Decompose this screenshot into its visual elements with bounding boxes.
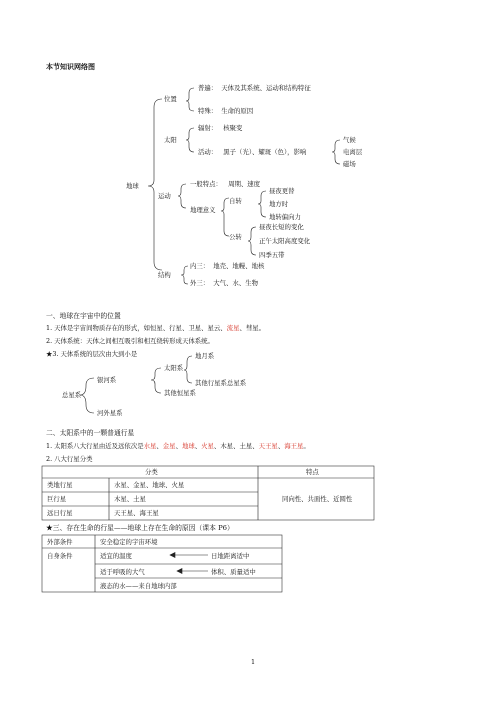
section1-heading: 一、地球在宇宙中的位置: [46, 312, 121, 320]
node-motion-general: 一般特点： 周期、速度: [190, 180, 261, 188]
table-list-terrestrial: 水星、金星、地球、火星: [114, 481, 185, 489]
node-outer: 外三： 大气、水、生物: [190, 279, 258, 287]
effect-ionosphere: 电离层: [343, 148, 363, 156]
table-list-outer: 天王星、海王星: [114, 509, 159, 517]
life-air: 适于呼吸的大气: [100, 568, 145, 576]
life-temp-reason: 日地距离适中: [211, 552, 250, 560]
node-inner: 内三： 地壳、地幔、地核: [190, 262, 265, 270]
table-cat-giant: 巨行星: [47, 495, 67, 503]
table-cat-outer: 远日行星: [47, 509, 73, 517]
life-air-reason: 体积、质量适中: [211, 568, 256, 576]
effect-climate: 气候: [343, 136, 356, 144]
node-position: 位置: [164, 95, 177, 103]
node-geo-meaning: 地理意义: [190, 206, 216, 214]
life-water: 液态的水——来自地球内部: [100, 582, 177, 590]
life-external-text: 安全稳定的宇宙环境: [100, 538, 158, 546]
section1-line2: 2. 天体系统：天体之间相互吸引和相互绕转形成天体系统。: [46, 337, 214, 345]
section2-heading: 二、太阳系中的一颗普通行星: [46, 429, 135, 437]
sys-other-planet: 其他行星系总星系: [195, 379, 247, 387]
sys-extragalactic: 河外星系: [97, 409, 123, 417]
node-sun: 太阳: [164, 136, 177, 144]
page-title: 本节知识网络图: [46, 62, 95, 71]
node-sun-radiation: 辐射： 核聚变: [198, 124, 243, 132]
section2-line1: 1. 太阳系八大行星由近及远依次是水星、金星、地球、火星、木星、土星、天王星、海王星。: [46, 442, 310, 450]
life-temp: 适宜的温度: [100, 552, 132, 560]
rotation-1: 昼夜更替: [269, 187, 295, 195]
table-head-category: 分类: [145, 468, 158, 476]
section3-heading: ★三、存在生命的行星——地球上存在生命的原因（课本 P6）: [46, 524, 234, 532]
sys-earthmoon: 地月系: [195, 352, 215, 360]
node-pos-special: 特殊： 生命的原因: [198, 107, 254, 115]
mindmap-root: 地球: [126, 182, 139, 190]
table-head-feature: 特点: [306, 468, 319, 476]
sys-other-star: 其他恒星系: [164, 389, 196, 397]
rotation-3: 地转偏向力: [269, 213, 301, 221]
section2-line2: 2. 八大行星分类: [46, 455, 93, 463]
life-external: 外部条件: [47, 538, 73, 546]
node-motion: 运动: [158, 192, 171, 200]
table-list-giant: 木星、土星: [114, 495, 146, 503]
table-cat-terrestrial: 类地行星: [47, 481, 73, 489]
revolution-3: 四季五带: [259, 251, 285, 259]
sys-total: 总星系: [62, 391, 82, 399]
node-structure: 结构: [158, 271, 171, 279]
effect-magnetic: 磁场: [343, 160, 356, 168]
node-rotation: 自转: [229, 197, 242, 205]
revolution-2: 正午太阳高度变化: [259, 237, 311, 245]
section1-line1: 1. 天体是宇宙间物质存在的形式，如恒星、行星、卫星、星云、流星、彗星。: [46, 324, 266, 332]
node-pos-general: 普遍： 天体及其系统、运动和结构特征: [198, 84, 311, 92]
node-sun-activity: 活动： 黑子（光）、耀斑（色），影响: [198, 148, 307, 156]
revolution-1: 昼夜长短的变化: [259, 223, 304, 231]
section1-line3: ★3. 天体系统的层次由大到小是: [46, 350, 138, 358]
sys-solar: 太阳系: [164, 364, 184, 372]
node-revolution: 公转: [229, 233, 242, 241]
sys-milky: 银河系: [97, 376, 117, 384]
table-feature: 同向性、共面性、近圆性: [282, 495, 353, 503]
life-internal: 自身条件: [47, 552, 73, 560]
rotation-2: 地方时: [269, 200, 289, 208]
page-number: 1: [251, 658, 256, 666]
